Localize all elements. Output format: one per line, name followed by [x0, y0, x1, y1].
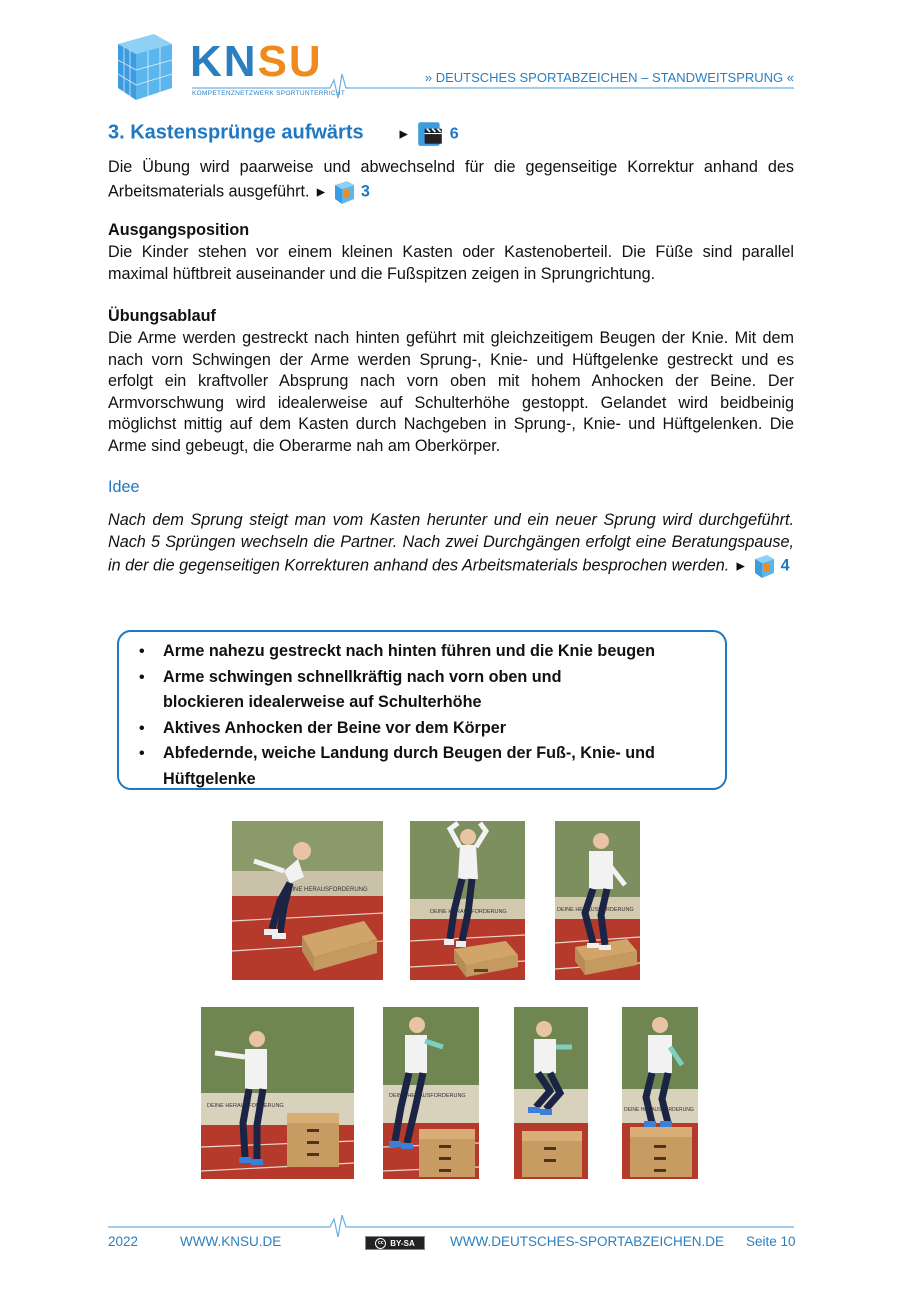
- section-title: 3. Kastensprünge aufwärts ► 6: [108, 118, 459, 148]
- intro-paragraph: Die Übung wird paarweise und abwechselnd für die gegenseitige Korrektur anhand des Arbeitsmaterials ausgeführt. ► 3: [108, 157, 794, 205]
- idee-text: Nach dem Sprung steigt man vom Kasten herunter und ein neuer Sprung wird durchgeführt. Nach 5 Sprüngen wechseln die Partner. Nach zwei Durchgängen erfolgt eine Beratungspause, in der die gegenseitigen Korrekturen anhand des Arbeitsmaterials besprochen werden. ► 4: [108, 510, 794, 579]
- knsu-logo-wordmark: KNSU: [190, 37, 323, 86]
- list-item: • Abfedernde, weiche Landung durch Beugen der Fuß-, Knie- und Hüftgelenke: [137, 741, 717, 792]
- arrow-marker: ►: [396, 125, 411, 142]
- svg-text:DEINE HERAUSFORDERUNG: DEINE HERAUSFORDERUNG: [207, 1103, 284, 1109]
- list-item: • Arme schwingen schnellkräftig nach vorn oben und blockieren idealerweise auf Schulterhöhe: [137, 665, 603, 716]
- photo-jump-up: [410, 821, 525, 980]
- photo-squat-start: [232, 821, 383, 980]
- uebungsablauf-text: Die Arme werden gestreckt nach hinten geführt mit gleichzeitigem Beugen der Knie. Mit dem nach vorn Schwingen der Arme werden Sprung-, Knie- und Hüftgelenke gestreckt und es erfolgt ein kraftvoller Absprung nach vorn oben mit hohem Anhocken der Beine. Der Armvorschwung wird idealerweise auf Schulterhöhe gestoppt. Gelandet wird beidbeinig möglichst mittig auf dem Kasten durch Nachgeben in Sprung-, Knie- und Hüftgelenken. Die Arme sind gebeugt, die Oberarme nah am Oberkörper.: [108, 329, 794, 455]
- key-points-list: [137, 639, 717, 792]
- uebungsablauf-heading: Übungsablauf: [108, 307, 216, 325]
- cc-by-sa-license-badge: cc BY-SA: [365, 1236, 425, 1250]
- video-reference-number: 6: [449, 125, 459, 143]
- worksheet-cube-icon[interactable]: [332, 179, 356, 205]
- svg-text:DEINE HERAUSFORDERUNG: DEINE HERAUSFORDERUNG: [557, 907, 634, 913]
- list-item: • Aktives Anhocken der Beine vor dem Körper: [137, 716, 717, 742]
- idee-heading: Idee: [108, 478, 140, 496]
- photo-landing: [555, 821, 640, 980]
- footer-year: 2022: [108, 1234, 139, 1249]
- ausgangsposition-heading: Ausgangsposition: [108, 221, 250, 239]
- svg-text:DEINE HERAUSFORDERUNG: DEINE HERAUSFORDERUNG: [624, 1107, 694, 1113]
- photo-takeoff: [383, 1007, 479, 1179]
- svg-text:DEINE HERAUSFORDERUNG: DEINE HERAUSFORDERUNG: [389, 1093, 466, 1099]
- arrow-marker: ►: [733, 557, 748, 574]
- worksheet-cube-icon[interactable]: [752, 553, 776, 579]
- video-clapper-icon[interactable]: [416, 118, 444, 148]
- running-title: » DEUTSCHES SPORTABZEICHEN – STANDWEITSPRUNG «: [424, 70, 794, 85]
- list-item: • Arme nahezu gestreckt nach hinten führen und die Knie beugen: [137, 639, 717, 665]
- photo-box-landing: [622, 1007, 698, 1179]
- ausgangsposition-text: Die Kinder stehen vor einem kleinen Kasten oder Kastenoberteil. Die Füße sind parallel maximal hüftbreit auseinander und die Fußspitzen zeigen in Sprungrichtung.: [108, 243, 794, 283]
- photo-arms-back: [201, 1007, 354, 1179]
- page-number: Seite 10: [746, 1234, 796, 1249]
- arrow-marker: ►: [314, 182, 328, 199]
- photo-flight: [514, 1007, 588, 1179]
- logo-subtitle: KOMPETENZNETZWERK SPORTUNTERRICHT: [192, 90, 346, 97]
- worksheet-reference-number: 3: [360, 181, 370, 200]
- worksheet-reference-number: 4: [780, 556, 790, 575]
- key-points-box: [117, 630, 727, 790]
- footer-link-knsu[interactable]: WWW.KNSU.DE: [180, 1234, 282, 1249]
- svg-text:DEINE HERAUSFORDERUNG: DEINE HERAUSFORDERUNG: [430, 909, 507, 915]
- footer-link-sportabzeichen[interactable]: WWW.DEUTSCHES-SPORTABZEICHEN.DE: [450, 1234, 725, 1249]
- svg-text:DEINE HERAUSFORDERUNG: DEINE HERAUSFORDERUNG: [284, 887, 368, 893]
